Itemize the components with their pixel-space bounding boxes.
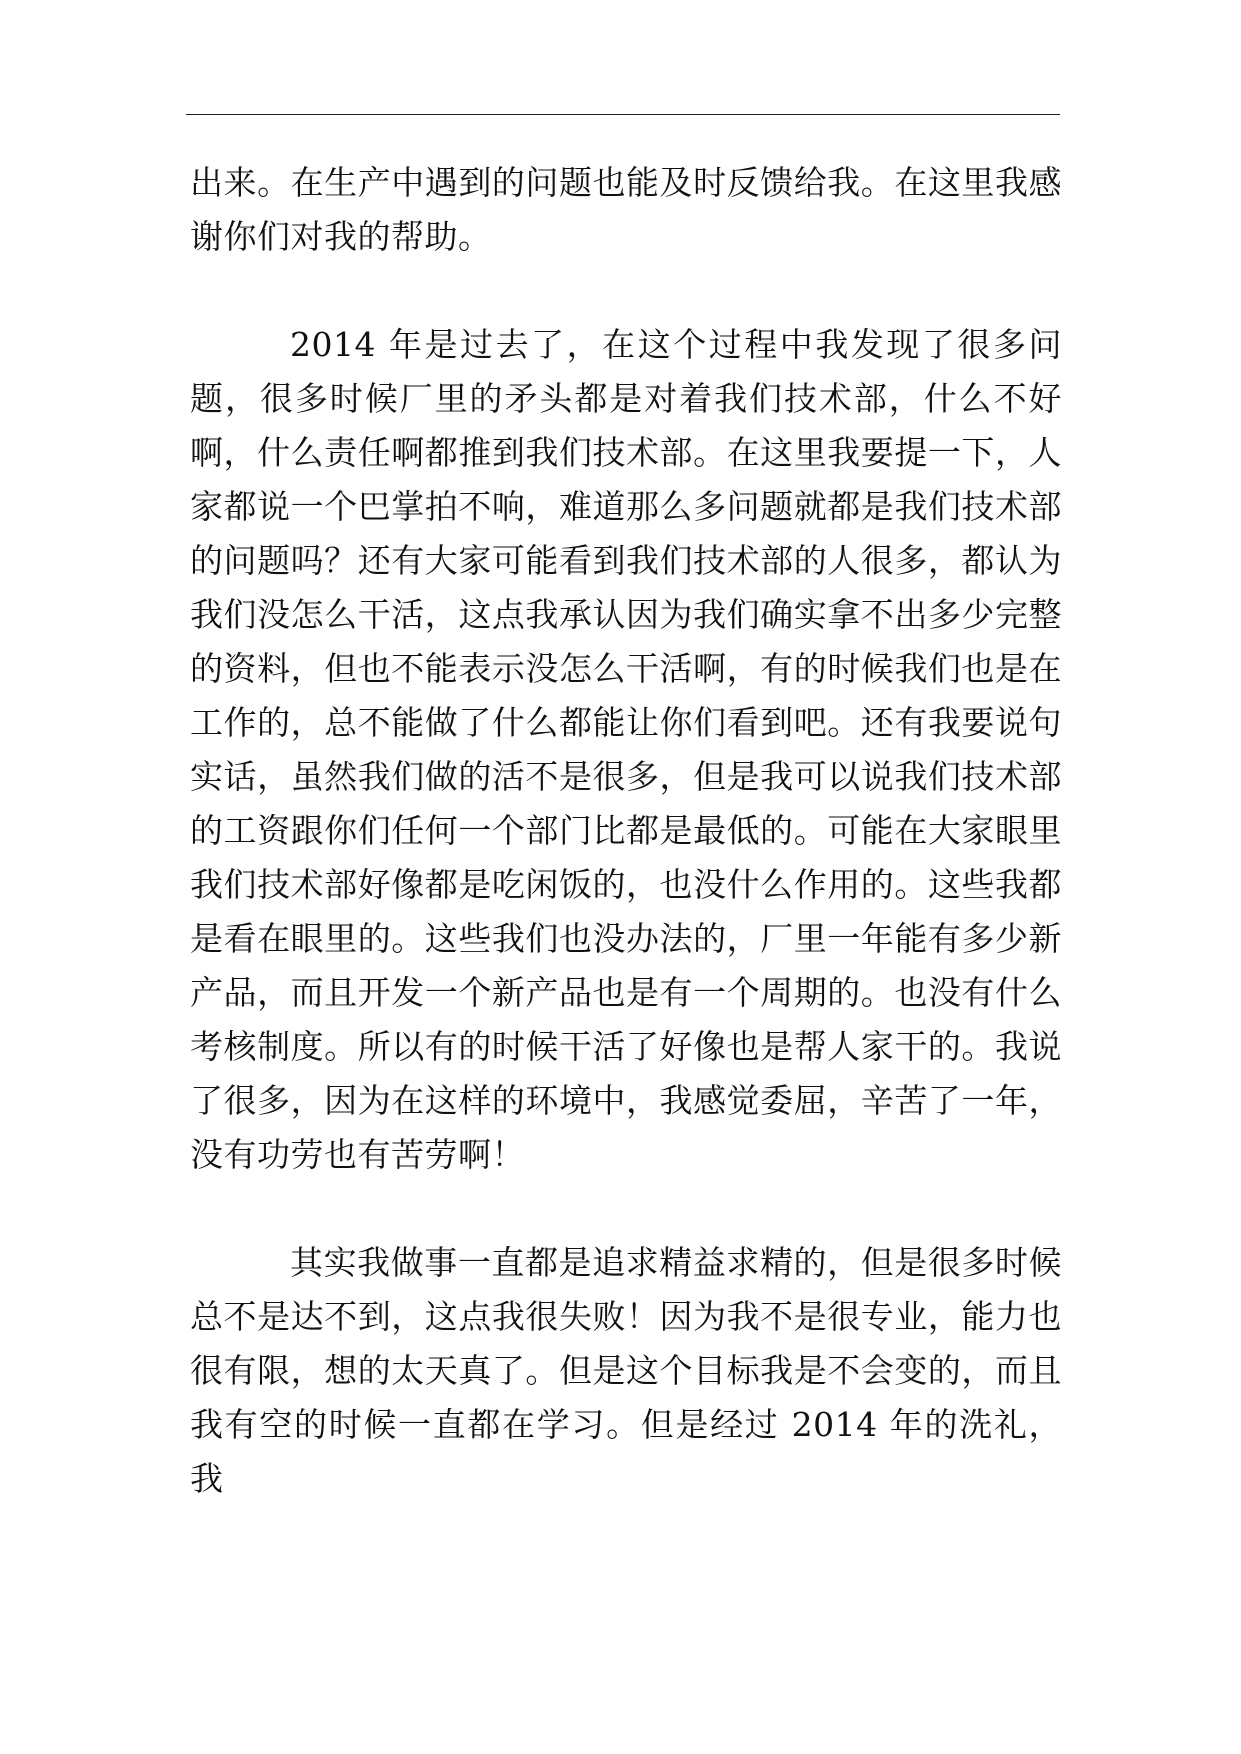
header-rule [186,114,1060,115]
document-body [190,156,1062,1506]
paragraph-1: 出来。在生产中遇到的问题也能及时反馈给我。在这里我感谢你们对我的帮助。 [190,163,1062,256]
paragraph-2: 2014 年是过去了，在这个过程中我发现了很多问题，很多时候厂里的矛头都是对着我们技术部，什么不好啊，什么责任啊都推到我们技术部。在这里我要提一下，人家都说一个巴掌拍不响，难道那么多问题就都是我们技术部的问题吗？还有大家可能看到我们技术部的人很多，都认为我们没怎么干活，这点我承认因为我们确实拿不出多少完整的资料，但也不能表示没怎么干活啊，有的时候我们也是在工作的，总不能做了什么都能让你们看到吧。还有我要说句实话，虽然我们做的活不是很多，但是我可以说我们技术部的工资跟你们任何一个部门比都是最低的。可能在大家眼里我们技术部好像都是吃闲饭的，也没什么作用的。这些我都是看在眼里的。这些我们也没办法的，厂里一年能有多少新产品，而且开发一个新产品也是有一个周期的。也没有什么考核制度。所以有的时候干活了好像也是帮人家干的。我说了很多，因为在这样的环境中，我感觉委屈，辛苦了一年，没有功劳也有苦劳啊！ [190,325,1062,1174]
paragraph-3: 其实我做事一直都是追求精益求精的，但是很多时候总不是达不到，这点我很失败！因为我不是很专业，能力也很有限，想的太天真了。但是这个目标我是不会变的，而且我有空的时候一直都在学习。但是经过 2014 年的洗礼，我 [190,1243,1062,1498]
